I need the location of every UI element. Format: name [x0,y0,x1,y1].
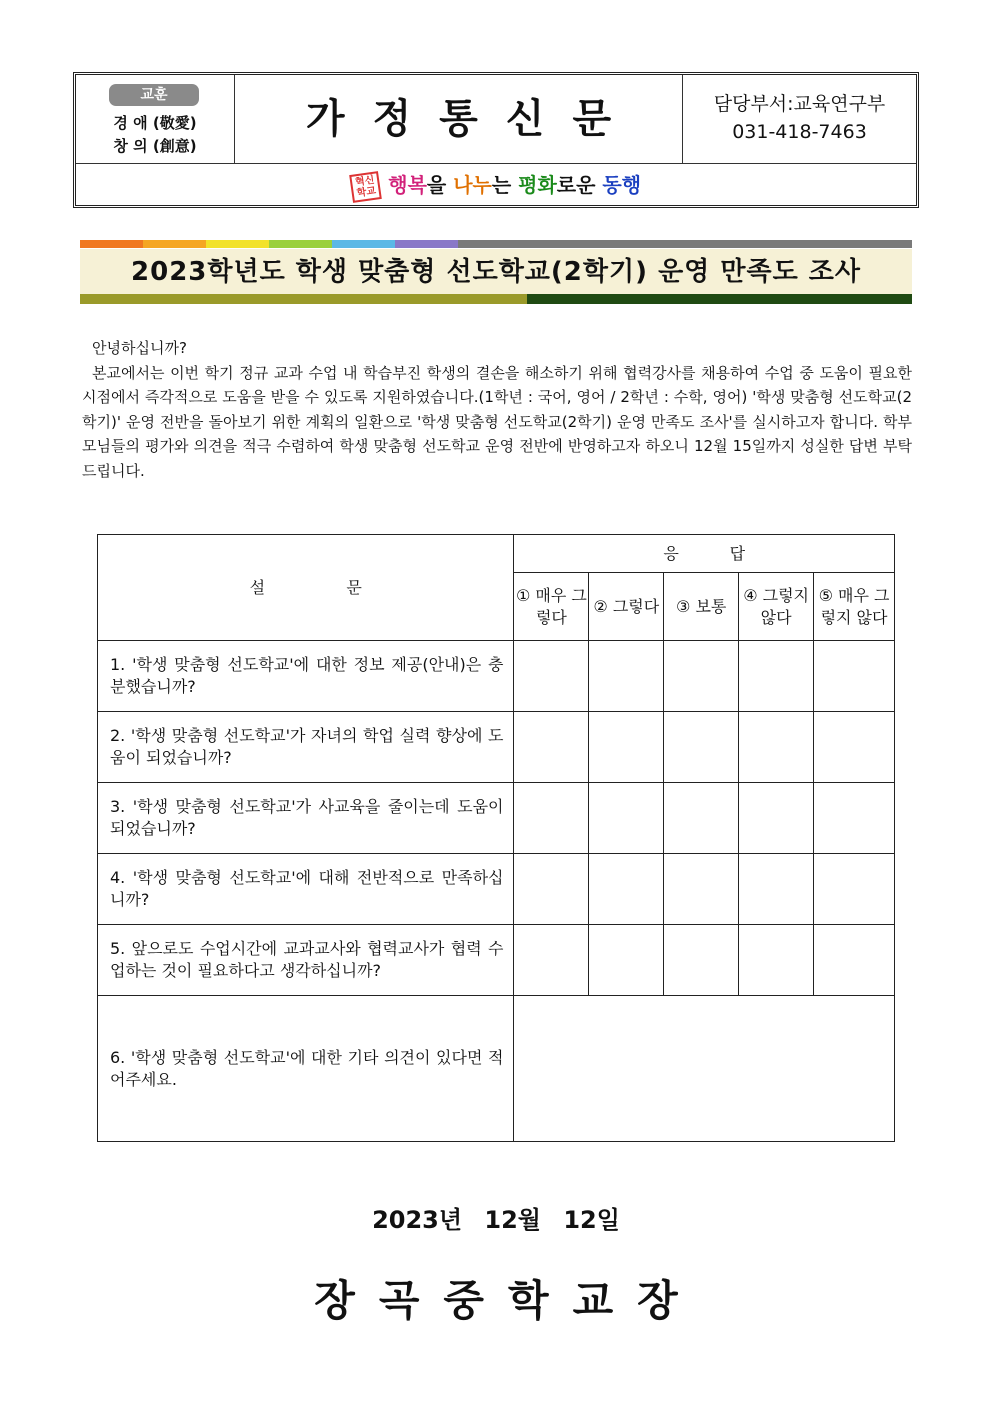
letterhead-top-row [76,75,916,164]
response-checkbox-cell[interactable] [589,641,664,712]
open-answer-box[interactable] [514,996,895,1142]
response-checkbox-cell[interactable] [814,925,895,996]
color-bar-segment [269,240,332,248]
response-checkbox-cell[interactable] [739,712,814,783]
letterhead [73,72,919,208]
response-checkbox-cell[interactable] [514,783,589,854]
page-title: 가정통신문 [305,96,640,142]
department: 담당부서:교육연구부 [713,93,886,115]
slogan-part: 로운 [556,173,603,197]
table-row [98,641,895,712]
title-cell [235,75,683,163]
slogan-part: 평화 [518,173,557,197]
innovation-school-stamp: 혁신 학교 [349,171,382,203]
response-checkbox-cell[interactable] [814,854,895,925]
response-checkbox-cell[interactable] [589,925,664,996]
question-text: 1. '학생 맞춤형 선도학교'에 대한 정보 제공(안내)은 충분했습니까? [98,641,514,712]
response-checkbox-cell[interactable] [739,783,814,854]
slogan-text [388,173,641,197]
response-checkbox-cell[interactable] [814,641,895,712]
response-checkbox-cell[interactable] [514,854,589,925]
contact-cell [683,75,916,163]
motto-line-1: 경 애 (敬愛) [113,114,197,132]
color-bar-segment [143,240,206,248]
response-checkbox-cell[interactable] [739,641,814,712]
intro-text [82,336,912,483]
response-checkbox-cell[interactable] [814,712,895,783]
greeting: 안녕하십니까? [92,339,187,357]
response-checkbox-cell[interactable] [664,854,739,925]
response-checkbox-cell[interactable] [589,854,664,925]
motto-cell [76,75,235,163]
slogan-part: 동행 [602,173,642,197]
intro-body: 본교에서는 이번 학기 정규 교과 수업 내 학습부진 학생의 결손을 해소하기 위해 협력강사를 채용하여 수업 중 도움이 필요한 시점에서 즉각적으로 도움을 받을 수 있도록 지원하였습니다.(1학년 : 국어, 영어 / 2학년 : 수학, 영어) '학생 맞춤형 선도학교(2학기)' 운영 전반을 돌아보기 위한 계획의 일환으로 '학생 맞춤형 선도학교(2학기) 운영 만족도 조사'를 실시하고자 합니다. 학부모님들의 평가와 의견을 적극 수렴하여 학생 맞춤형 선도학교 운영 전반에 반영하고자 하오니 12월 15일까지 성실한 답변 부탁드립니다. [82,363,912,480]
table-row [98,925,895,996]
motto-line-2: 창 의 (創意) [113,137,197,155]
color-bar-segment [527,294,912,304]
survey-table [97,534,895,1142]
response-option-header: ⑤ 매우 그렇지 않다 [814,573,895,641]
response-option-header: ③ 보통 [664,573,739,641]
slogan-part: 을 [426,173,454,197]
response-checkbox-cell[interactable] [664,925,739,996]
response-checkbox-cell[interactable] [739,925,814,996]
question-text: 3. '학생 맞춤형 선도학교'가 사교육을 줄이는데 도움이 되었습니까? [98,783,514,854]
table-row [98,854,895,925]
slogan-part: 행복 [388,173,427,197]
response-checkbox-cell[interactable] [514,925,589,996]
response-header: 응 답 [514,535,895,573]
response-checkbox-cell[interactable] [589,783,664,854]
response-checkbox-cell[interactable] [664,641,739,712]
color-bar-bottom [80,294,912,304]
table-row [98,712,895,783]
slogan-part: 는 [491,173,519,197]
issue-date: 2023년 12월 12일 [372,1206,620,1234]
response-checkbox-cell[interactable] [514,641,589,712]
question-text: 4. '학생 맞춤형 선도학교'에 대해 전반적으로 만족하십니까? [98,854,514,925]
response-checkbox-cell[interactable] [589,712,664,783]
response-option-header: ④ 그렇지 않다 [739,573,814,641]
table-row [98,783,895,854]
color-bar-segment [332,240,395,248]
response-checkbox-cell[interactable] [514,712,589,783]
color-bar-segment [80,294,527,304]
response-option-header: ① 매우 그렇다 [514,573,589,641]
question-header: 설 문 [98,535,514,641]
color-bar-segment [80,240,143,248]
phone-number: 031-418-7463 [732,121,867,143]
color-bar-segment [458,240,912,248]
question-text: 2. '학생 맞춤형 선도학교'가 자녀의 학업 실력 향상에 도움이 되었습니까? [98,712,514,783]
survey-title: 2023학년도 학생 맞춤형 선도학교(2학기) 운영 만족도 조사 [80,249,912,295]
school-slogan [76,165,916,205]
slogan-part: 나누 [453,173,492,197]
color-bar-top [80,240,912,248]
response-checkbox-cell[interactable] [739,854,814,925]
motto-badge: 교훈 [109,84,199,106]
principal-signature: 장곡중학교장 [314,1276,702,1325]
response-checkbox-cell[interactable] [664,712,739,783]
question-text: 5. 앞으로도 수업시간에 교과교사와 협력교사가 협력 수업하는 것이 필요하다고 생각하십니까? [98,925,514,996]
response-checkbox-cell[interactable] [814,783,895,854]
color-bar-segment [206,240,269,248]
response-option-header: ② 그렇다 [589,573,664,641]
response-checkbox-cell[interactable] [664,783,739,854]
open-question: 6. '학생 맞춤형 선도학교'에 대한 기타 의견이 있다면 적어주세요. [98,996,514,1142]
color-bar-segment [395,240,458,248]
